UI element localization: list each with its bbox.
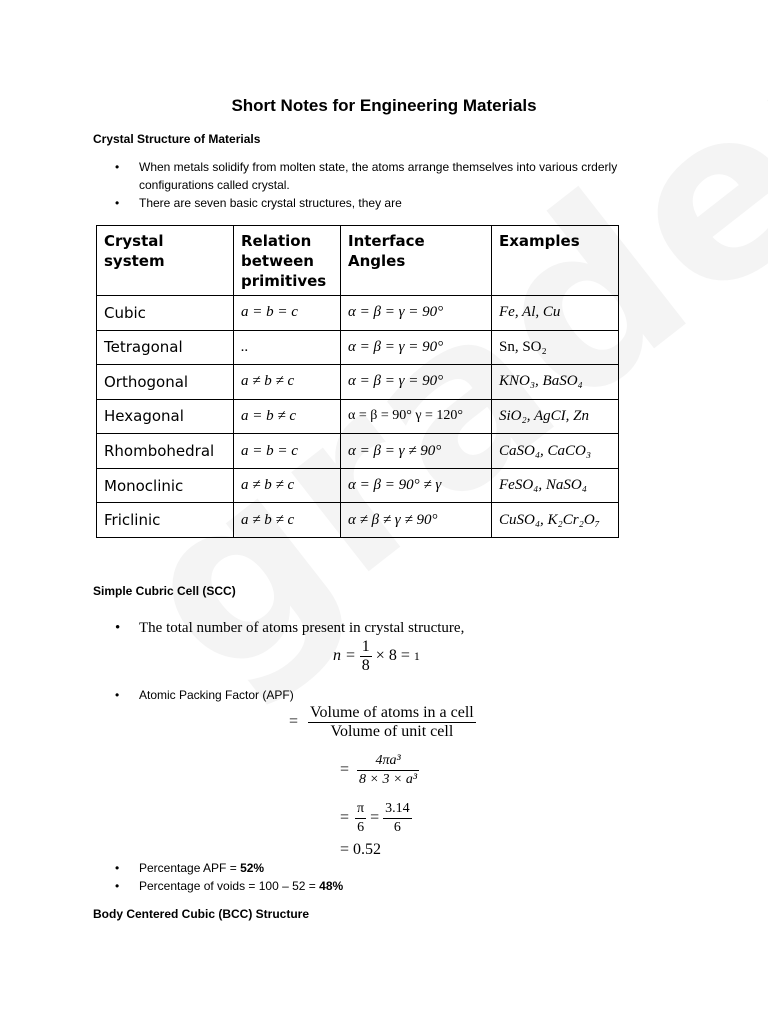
table-row — [97, 365, 619, 400]
table-cell: a = b = c — [234, 434, 341, 469]
table-cell: Orthogonal — [97, 365, 234, 400]
table-cell: Cubic — [97, 296, 234, 331]
equals-sign: = — [340, 761, 350, 779]
table-cell: α = β = γ ≠ 90° — [341, 434, 492, 469]
formula-rest: × 8 = — [375, 647, 414, 665]
table-cell: Hexagonal — [97, 399, 234, 434]
formula-lhs: n = — [333, 647, 356, 665]
column-header: Examples — [492, 226, 619, 296]
apf-step1-formula — [289, 704, 476, 741]
fraction-numerator: π — [357, 801, 365, 816]
crystal-systems-table — [96, 225, 619, 538]
scc-percentages-list — [139, 859, 539, 895]
fraction — [355, 800, 366, 837]
table-row — [97, 399, 619, 434]
table-cell: Monoclinic — [97, 468, 234, 503]
table-cell: α = β = γ = 90° — [341, 365, 492, 400]
table-cell: α = β = 90° ≠ γ — [341, 468, 492, 503]
list-item — [139, 859, 539, 877]
fraction — [308, 704, 476, 741]
section-heading-crystal-structure: Crystal Structure of Materials — [93, 132, 261, 146]
fraction-denominator: Volume of unit cell — [308, 722, 476, 741]
apf-step2-formula — [340, 752, 419, 789]
list-item: • Atomic Packing Factor (APF) — [139, 686, 439, 704]
list-item: • When metals solidify from molten state, the atoms arrange themselves into various crderly configurations called crystal. — [139, 158, 679, 194]
equals-sign: = — [340, 809, 350, 827]
fraction-numerator: 4πa³ — [375, 753, 401, 768]
fraction-numerator: Volume of atoms in a cell — [310, 704, 474, 721]
table-cell: α ≠ β ≠ γ ≠ 90° — [341, 503, 492, 538]
table-cell: α = β = γ = 90° — [341, 296, 492, 331]
fraction-numerator: 3.14 — [385, 801, 410, 816]
percentage-apf-label: Percentage APF = — [139, 861, 241, 875]
table-cell: a ≠ b ≠ c — [234, 468, 341, 503]
table-header-row — [97, 226, 619, 296]
fraction — [357, 752, 419, 789]
page-title: Short Notes for Engineering Materials — [231, 96, 537, 115]
section-heading-scc: Simple Cubric Cell (SCC) — [93, 584, 236, 598]
table-row — [97, 468, 619, 503]
table-cell: α = β = γ = 90° — [341, 330, 492, 365]
scc-apf-list — [139, 686, 439, 704]
list-item: • The total number of atoms present in crystal structure, — [139, 619, 639, 637]
equals-sign: = — [370, 809, 380, 827]
formula-result: 1 — [413, 649, 420, 664]
voids-label: Percentage of voids = 100 – 52 = — [139, 879, 320, 893]
scc-atoms-list — [139, 619, 639, 637]
list-item: • There are seven basic crystal structures, they are — [139, 194, 679, 212]
table-row — [97, 330, 619, 365]
table-cell: CaSO₄, CaCO₃ — [492, 434, 619, 469]
table-row — [97, 503, 619, 538]
table-cell: SiO₂, AgCI, Zn — [492, 399, 619, 434]
fraction-denominator: 6 — [355, 818, 366, 837]
table-cell: a = b ≠ c — [234, 399, 341, 434]
table-cell: FeSO₄, NaSO₄ — [492, 468, 619, 503]
fraction-denominator: 8 — [361, 657, 370, 674]
percentage-apf-value: 52% — [240, 861, 265, 875]
table-cell: .. — [234, 330, 341, 365]
fraction — [360, 638, 372, 675]
column-header: Relation between primitives — [234, 226, 341, 296]
crystal-intro-list — [139, 158, 679, 212]
table-cell: Tetragonal — [97, 330, 234, 365]
apf-result: = 0.52 — [340, 841, 382, 858]
table-cell: α = β = 90° γ = 120° — [341, 399, 492, 434]
table-cell: KNO₃, BaSO₄ — [492, 365, 619, 400]
fraction — [383, 800, 412, 837]
apf-step3-formula — [340, 800, 412, 837]
table-cell: Sn, SO₂ — [492, 330, 619, 365]
section-heading-bcc: Body Centered Cubic (BCC) Structure — [93, 907, 310, 921]
table-cell: a ≠ b ≠ c — [234, 365, 341, 400]
list-item — [139, 877, 539, 895]
table-cell: Fe, Al, Cu — [492, 296, 619, 331]
table-cell: a = b = c — [234, 296, 341, 331]
fraction-denominator: 6 — [383, 818, 412, 837]
table-cell: Rhombohedral — [97, 434, 234, 469]
table-cell: Friclinic — [97, 503, 234, 538]
table-row — [97, 434, 619, 469]
table-cell: a ≠ b ≠ c — [234, 503, 341, 538]
fraction-denominator: 8 × 3 × a³ — [359, 772, 418, 787]
voids-value: 48% — [319, 879, 344, 893]
equals-sign: = — [289, 713, 299, 731]
table-row — [97, 296, 619, 331]
table-cell: CuSO₄, K₂Cr₂O₇ — [492, 503, 619, 538]
atoms-count-formula — [333, 638, 420, 675]
column-header: Crystal system — [97, 226, 234, 296]
fraction-numerator: 1 — [361, 638, 370, 655]
column-header: Interface Angles — [341, 226, 492, 296]
